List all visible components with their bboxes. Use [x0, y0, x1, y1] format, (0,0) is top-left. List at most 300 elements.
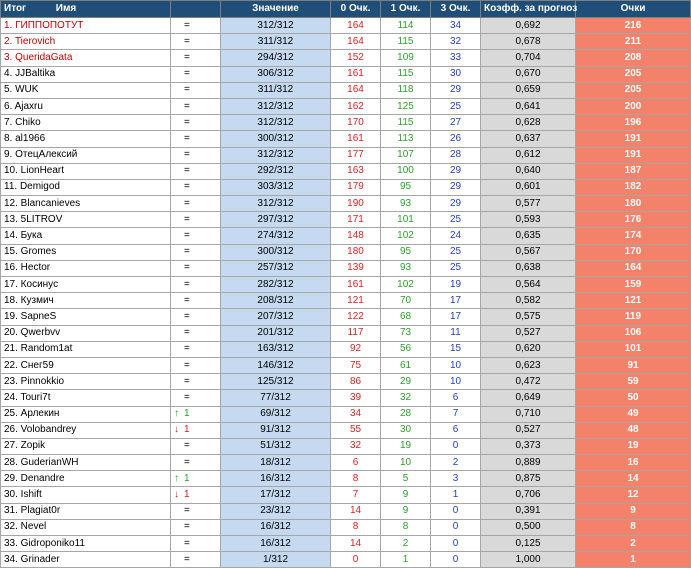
- position-change: [171, 293, 221, 309]
- table-row[interactable]: [1, 455, 691, 471]
- three-points-cell: 33: [431, 50, 481, 66]
- one-points-cell: 101: [381, 212, 431, 228]
- points-cell: 164: [576, 260, 691, 276]
- position-change: [171, 98, 221, 114]
- three-points-cell: 10: [431, 357, 481, 373]
- table-row[interactable]: [1, 519, 691, 535]
- points-cell: 191: [576, 147, 691, 163]
- zero-points-cell: 92: [331, 341, 381, 357]
- one-points-cell: 95: [381, 244, 431, 260]
- one-points-cell: 32: [381, 390, 431, 406]
- position-change: [171, 50, 221, 66]
- player-name: 2. Tierovich: [1, 34, 171, 50]
- points-cell: 9: [576, 503, 691, 519]
- change-value: =: [184, 197, 190, 209]
- one-points-cell: 107: [381, 147, 431, 163]
- points-cell: 191: [576, 131, 691, 147]
- change-value: =: [184, 84, 190, 96]
- zero-points-cell: 190: [331, 196, 381, 212]
- value-cell: 16/312: [221, 519, 331, 535]
- change-value: =: [184, 343, 190, 355]
- change-value: =: [184, 553, 190, 565]
- position-change: [171, 34, 221, 50]
- three-points-cell: 0: [431, 503, 481, 519]
- table-row[interactable]: [1, 18, 691, 34]
- table-row[interactable]: [1, 82, 691, 98]
- change-value: =: [184, 359, 190, 371]
- zero-points-cell: 34: [331, 406, 381, 422]
- table-row[interactable]: [1, 341, 691, 357]
- position-change: [171, 374, 221, 390]
- player-name: 29. Denandre: [1, 471, 171, 487]
- zero-points-cell: 7: [331, 487, 381, 503]
- one-points-cell: 109: [381, 50, 431, 66]
- zero-points-cell: 163: [331, 163, 381, 179]
- one-points-cell: 93: [381, 196, 431, 212]
- value-cell: 125/312: [221, 374, 331, 390]
- one-points-cell: 9: [381, 487, 431, 503]
- one-points-cell: 70: [381, 293, 431, 309]
- value-cell: 163/312: [221, 341, 331, 357]
- change-value: 1: [184, 408, 190, 420]
- koef-cell: 0,601: [481, 179, 576, 195]
- change-value: =: [184, 440, 190, 452]
- points-cell: 14: [576, 471, 691, 487]
- table-row[interactable]: [1, 309, 691, 325]
- points-cell: 205: [576, 66, 691, 82]
- table-row[interactable]: [1, 212, 691, 228]
- change-value: =: [184, 213, 190, 225]
- zero-points-cell: 164: [331, 34, 381, 50]
- koef-cell: 0,612: [481, 147, 576, 163]
- three-points-cell: 2: [431, 455, 481, 471]
- change-value: 1: [184, 489, 190, 501]
- table-row[interactable]: [1, 293, 691, 309]
- points-cell: 48: [576, 422, 691, 438]
- points-cell: 182: [576, 179, 691, 195]
- player-name: 32. Nevel: [1, 519, 171, 535]
- player-name: 14. Бука: [1, 228, 171, 244]
- player-name: 19. SapneS: [1, 309, 171, 325]
- position-change: [171, 82, 221, 98]
- value-cell: 77/312: [221, 390, 331, 406]
- zero-points-cell: 180: [331, 244, 381, 260]
- player-name: 15. Gromes: [1, 244, 171, 260]
- three-points-cell: 6: [431, 422, 481, 438]
- zero-points-cell: 148: [331, 228, 381, 244]
- three-points-cell: 29: [431, 179, 481, 195]
- koef-cell: 0,577: [481, 196, 576, 212]
- value-cell: 91/312: [221, 422, 331, 438]
- one-points-cell: 56: [381, 341, 431, 357]
- player-name: 8. al1966: [1, 131, 171, 147]
- koef-cell: 0,710: [481, 406, 576, 422]
- change-value: =: [184, 149, 190, 161]
- position-change: [171, 487, 221, 503]
- points-cell: 121: [576, 293, 691, 309]
- table-row[interactable]: [1, 163, 691, 179]
- header-points[interactable]: Очки: [576, 1, 691, 18]
- position-change: [171, 115, 221, 131]
- change-value: =: [184, 51, 190, 63]
- position-change: [171, 552, 221, 568]
- zero-points-cell: 0: [331, 552, 381, 568]
- table-row[interactable]: [1, 115, 691, 131]
- one-points-cell: 114: [381, 18, 431, 34]
- three-points-cell: 24: [431, 228, 481, 244]
- position-change: [171, 503, 221, 519]
- zero-points-cell: 164: [331, 18, 381, 34]
- zero-points-cell: 14: [331, 536, 381, 552]
- points-cell: 12: [576, 487, 691, 503]
- zero-points-cell: 14: [331, 503, 381, 519]
- one-points-cell: 102: [381, 228, 431, 244]
- player-name: 25. Арлекин: [1, 406, 171, 422]
- one-points-cell: 102: [381, 277, 431, 293]
- koef-cell: 0,620: [481, 341, 576, 357]
- value-cell: 292/312: [221, 163, 331, 179]
- koef-cell: 0,692: [481, 18, 576, 34]
- value-cell: 311/312: [221, 82, 331, 98]
- table-row[interactable]: [1, 260, 691, 276]
- change-value: =: [184, 68, 190, 80]
- position-change: [171, 18, 221, 34]
- player-name: 9. ОтецАлексий: [1, 147, 171, 163]
- change-value: =: [184, 505, 190, 517]
- value-cell: 312/312: [221, 115, 331, 131]
- arrow-down-icon: ↓: [174, 489, 179, 501]
- points-cell: 106: [576, 325, 691, 341]
- value-cell: 16/312: [221, 536, 331, 552]
- points-cell: 174: [576, 228, 691, 244]
- points-cell: 59: [576, 374, 691, 390]
- value-cell: 257/312: [221, 260, 331, 276]
- position-change: [171, 309, 221, 325]
- one-points-cell: 95: [381, 179, 431, 195]
- three-points-cell: 29: [431, 196, 481, 212]
- one-points-cell: 30: [381, 422, 431, 438]
- player-name: 24. Touri7t: [1, 390, 171, 406]
- points-cell: 196: [576, 115, 691, 131]
- table-row[interactable]: [1, 357, 691, 373]
- three-points-cell: 0: [431, 552, 481, 568]
- change-value: =: [184, 132, 190, 144]
- position-change: [171, 277, 221, 293]
- one-points-cell: 8: [381, 519, 431, 535]
- player-name: 27. Zopik: [1, 438, 171, 454]
- position-change: [171, 179, 221, 195]
- table-row[interactable]: [1, 390, 691, 406]
- player-name: 30. Ishift: [1, 487, 171, 503]
- table-row[interactable]: [1, 277, 691, 293]
- player-name: 33. Gidroponiko11: [1, 536, 171, 552]
- table-row[interactable]: [1, 438, 691, 454]
- value-cell: 300/312: [221, 131, 331, 147]
- zero-points-cell: 8: [331, 519, 381, 535]
- points-cell: 205: [576, 82, 691, 98]
- value-cell: 18/312: [221, 455, 331, 471]
- value-cell: 300/312: [221, 244, 331, 260]
- one-points-cell: 100: [381, 163, 431, 179]
- position-change: [171, 341, 221, 357]
- value-cell: 294/312: [221, 50, 331, 66]
- three-points-cell: 26: [431, 131, 481, 147]
- player-name: 11. Demigod: [1, 179, 171, 195]
- zero-points-cell: 121: [331, 293, 381, 309]
- header-one[interactable]: 1 Очк.: [381, 1, 431, 18]
- change-value: =: [184, 537, 190, 549]
- zero-points-cell: 6: [331, 455, 381, 471]
- header-itog-name[interactable]: [1, 1, 171, 18]
- table-row[interactable]: [1, 503, 691, 519]
- position-change: [171, 357, 221, 373]
- position-change: [171, 471, 221, 487]
- points-cell: 50: [576, 390, 691, 406]
- points-cell: 159: [576, 277, 691, 293]
- one-points-cell: 93: [381, 260, 431, 276]
- position-change: [171, 212, 221, 228]
- position-change: [171, 390, 221, 406]
- table-row[interactable]: [1, 374, 691, 390]
- player-name: 3. QueridaGata: [1, 50, 171, 66]
- arrow-up-icon: ↑: [174, 472, 179, 484]
- koef-cell: 0,593: [481, 212, 576, 228]
- zero-points-cell: 161: [331, 66, 381, 82]
- change-value: =: [184, 165, 190, 177]
- player-name: 22. Cнег59: [1, 357, 171, 373]
- player-name: 10. LionHeart: [1, 163, 171, 179]
- table-row[interactable]: [1, 196, 691, 212]
- position-change: [171, 131, 221, 147]
- one-points-cell: 5: [381, 471, 431, 487]
- value-cell: 297/312: [221, 212, 331, 228]
- table-row[interactable]: [1, 34, 691, 50]
- points-cell: 216: [576, 18, 691, 34]
- header-value[interactable]: Значение: [221, 1, 331, 18]
- header-zero[interactable]: 0 Очк.: [331, 1, 381, 18]
- change-value: =: [184, 19, 190, 31]
- koef-cell: 0,637: [481, 131, 576, 147]
- change-value: =: [184, 100, 190, 112]
- zero-points-cell: 177: [331, 147, 381, 163]
- zero-points-cell: 55: [331, 422, 381, 438]
- points-cell: 101: [576, 341, 691, 357]
- position-change: [171, 228, 221, 244]
- position-change: [171, 66, 221, 82]
- header-itog: Итог: [4, 3, 27, 14]
- change-value: =: [184, 230, 190, 242]
- zero-points-cell: 117: [331, 325, 381, 341]
- three-points-cell: 7: [431, 406, 481, 422]
- one-points-cell: 118: [381, 82, 431, 98]
- value-cell: 201/312: [221, 325, 331, 341]
- change-value: =: [184, 35, 190, 47]
- change-value: =: [184, 391, 190, 403]
- koef-cell: 0,678: [481, 34, 576, 50]
- table-row[interactable]: [1, 228, 691, 244]
- koef-cell: 0,373: [481, 438, 576, 454]
- points-cell: 1: [576, 552, 691, 568]
- player-name: 1. ГИППОПОТУТ: [1, 18, 171, 34]
- player-name: 16. Hector: [1, 260, 171, 276]
- position-change: [171, 325, 221, 341]
- three-points-cell: 3: [431, 471, 481, 487]
- koef-cell: 0,582: [481, 293, 576, 309]
- position-change: [171, 406, 221, 422]
- three-points-cell: 1: [431, 487, 481, 503]
- position-change: [171, 260, 221, 276]
- header-koef[interactable]: Коэфф. за прогноз: [481, 1, 576, 18]
- table-row[interactable]: [1, 487, 691, 503]
- one-points-cell: 28: [381, 406, 431, 422]
- zero-points-cell: 122: [331, 309, 381, 325]
- zero-points-cell: 170: [331, 115, 381, 131]
- player-name: 13. 5LITROV: [1, 212, 171, 228]
- one-points-cell: 73: [381, 325, 431, 341]
- player-name: 17. Косинус: [1, 277, 171, 293]
- table-row[interactable]: [1, 98, 691, 114]
- one-points-cell: 10: [381, 455, 431, 471]
- player-name: 23. Pinnokkio: [1, 374, 171, 390]
- change-value: 1: [184, 424, 190, 436]
- one-points-cell: 9: [381, 503, 431, 519]
- table-row[interactable]: [1, 147, 691, 163]
- points-cell: 16: [576, 455, 691, 471]
- one-points-cell: 68: [381, 309, 431, 325]
- value-cell: 16/312: [221, 471, 331, 487]
- change-value: =: [184, 294, 190, 306]
- zero-points-cell: 179: [331, 179, 381, 195]
- header-row: [1, 1, 691, 18]
- value-cell: 51/312: [221, 438, 331, 454]
- position-change: [171, 536, 221, 552]
- points-cell: 176: [576, 212, 691, 228]
- table-row[interactable]: [1, 552, 691, 568]
- points-cell: 49: [576, 406, 691, 422]
- one-points-cell: 115: [381, 34, 431, 50]
- position-change: [171, 519, 221, 535]
- koef-cell: 0,706: [481, 487, 576, 503]
- change-value: =: [184, 246, 190, 258]
- player-name: 31. Plagiat0r: [1, 503, 171, 519]
- player-name: 6. Ajaxru: [1, 98, 171, 114]
- value-cell: 303/312: [221, 179, 331, 195]
- header-three[interactable]: 3 Очк.: [431, 1, 481, 18]
- koef-cell: 0,889: [481, 455, 576, 471]
- three-points-cell: 17: [431, 309, 481, 325]
- table-row[interactable]: [1, 471, 691, 487]
- one-points-cell: 125: [381, 98, 431, 114]
- three-points-cell: 11: [431, 325, 481, 341]
- zero-points-cell: 86: [331, 374, 381, 390]
- koef-cell: 0,567: [481, 244, 576, 260]
- three-points-cell: 25: [431, 260, 481, 276]
- points-cell: 170: [576, 244, 691, 260]
- value-cell: 69/312: [221, 406, 331, 422]
- value-cell: 208/312: [221, 293, 331, 309]
- koef-cell: 0,875: [481, 471, 576, 487]
- position-change: [171, 455, 221, 471]
- three-points-cell: 32: [431, 34, 481, 50]
- three-points-cell: 27: [431, 115, 481, 131]
- value-cell: 312/312: [221, 18, 331, 34]
- value-cell: 23/312: [221, 503, 331, 519]
- koef-cell: 1,000: [481, 552, 576, 568]
- value-cell: 146/312: [221, 357, 331, 373]
- points-cell: 91: [576, 357, 691, 373]
- arrow-up-icon: ↑: [174, 408, 179, 420]
- table-row[interactable]: [1, 244, 691, 260]
- player-name: 4. JJBaltika: [1, 66, 171, 82]
- three-points-cell: 15: [431, 341, 481, 357]
- one-points-cell: 61: [381, 357, 431, 373]
- change-value: =: [184, 116, 190, 128]
- change-value: =: [184, 278, 190, 290]
- one-points-cell: 19: [381, 438, 431, 454]
- change-value: =: [184, 310, 190, 322]
- zero-points-cell: 161: [331, 277, 381, 293]
- koef-cell: 0,527: [481, 422, 576, 438]
- value-cell: 282/312: [221, 277, 331, 293]
- three-points-cell: 17: [431, 293, 481, 309]
- player-name: 7. Chiko: [1, 115, 171, 131]
- value-cell: 1/312: [221, 552, 331, 568]
- player-name: 21. Random1at: [1, 341, 171, 357]
- player-name: 28. GuderianWH: [1, 455, 171, 471]
- koef-cell: 0,500: [481, 519, 576, 535]
- koef-cell: 0,564: [481, 277, 576, 293]
- table-row[interactable]: [1, 406, 691, 422]
- zero-points-cell: 75: [331, 357, 381, 373]
- change-value: =: [184, 181, 190, 193]
- points-cell: 19: [576, 438, 691, 454]
- koef-cell: 0,527: [481, 325, 576, 341]
- table-row[interactable]: [1, 536, 691, 552]
- table-row[interactable]: [1, 131, 691, 147]
- change-value: =: [184, 456, 190, 468]
- value-cell: 306/312: [221, 66, 331, 82]
- one-points-cell: 115: [381, 66, 431, 82]
- table-row[interactable]: [1, 66, 691, 82]
- three-points-cell: 28: [431, 147, 481, 163]
- three-points-cell: 25: [431, 212, 481, 228]
- header-change[interactable]: [171, 1, 221, 18]
- koef-cell: 0,623: [481, 357, 576, 373]
- position-change: [171, 422, 221, 438]
- change-value: =: [184, 521, 190, 533]
- zero-points-cell: 152: [331, 50, 381, 66]
- points-cell: 208: [576, 50, 691, 66]
- table-row[interactable]: [1, 422, 691, 438]
- one-points-cell: 2: [381, 536, 431, 552]
- table-row[interactable]: [1, 179, 691, 195]
- koef-cell: 0,472: [481, 374, 576, 390]
- three-points-cell: 34: [431, 18, 481, 34]
- change-value: 1: [184, 472, 190, 484]
- player-name: 18. Кузмич: [1, 293, 171, 309]
- koef-cell: 0,125: [481, 536, 576, 552]
- position-change: [171, 244, 221, 260]
- table-row[interactable]: [1, 325, 691, 341]
- three-points-cell: 19: [431, 277, 481, 293]
- one-points-cell: 29: [381, 374, 431, 390]
- koef-cell: 0,575: [481, 309, 576, 325]
- points-cell: 2: [576, 536, 691, 552]
- value-cell: 311/312: [221, 34, 331, 50]
- table-row[interactable]: [1, 50, 691, 66]
- three-points-cell: 29: [431, 163, 481, 179]
- zero-points-cell: 139: [331, 260, 381, 276]
